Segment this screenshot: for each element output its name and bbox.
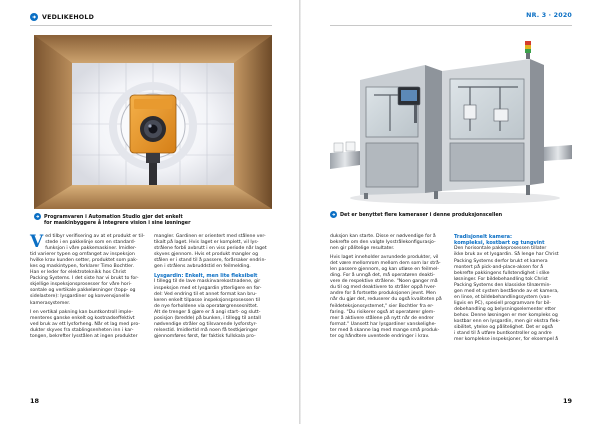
text-line: len passere gjennom, og kan utløse en feilmel-	[330, 267, 439, 273]
text-line: stålen er i stand til å passere, forårsaker endrin-	[154, 258, 267, 264]
text-line: I tillegg til de lave maskinvarekostnadene, gir	[154, 279, 261, 285]
text-line: det være mellomrom mellom dem som lar strå-	[330, 261, 441, 267]
text-line: funksjon i våre pakkemaskiner. Imidler-	[45, 246, 137, 252]
text-line: mer komplekse inspeksjoner, for eksempel å	[454, 337, 559, 343]
vision-camera-photo	[34, 35, 272, 209]
circle-arrow-icon	[330, 211, 337, 218]
text-line: montert på pick-and-place-aksen for å	[454, 264, 544, 270]
text-line: nødvendige stråler og tilsvarende lysforstyr-	[154, 321, 257, 327]
text-line: debehandling og belysningselementer etter	[454, 306, 556, 312]
text-line: menteres ganske enkelt og kostnadseffektivt	[30, 315, 135, 321]
text-line: duksjon kan starte. Disse er nødvendige for å	[330, 234, 436, 239]
text-line: mer å aktivere stålene på nytt når de endrer	[330, 315, 434, 321]
text-line: skjellige inspeksjonsprosesser for våre hori-	[30, 282, 132, 288]
text-line: når du gjør det, reduserer du også kvaliteten på	[330, 297, 442, 303]
text-line: faring. "Du risikerer også at operatører glem-	[330, 309, 436, 315]
photo-caption	[34, 213, 191, 227]
text-line: Packing Systems. I det siste har vi brukt to for-	[30, 276, 139, 282]
text-line: keren enkelt tilpasse inspeksjonsprosessen til	[154, 297, 260, 303]
text-line: mangler. Gardinen er orientert med stålene ver-	[154, 234, 266, 239]
text-line: Alt de trenger å gjøre er å angi start- og slutt-	[154, 309, 261, 315]
text-line: I en vertikal pakning kan buntkontroll imple-	[30, 309, 133, 315]
header-rule	[330, 25, 572, 26]
left-page	[0, 0, 299, 424]
text-line: format." Uansett har lysgardiner vanskelighe-	[330, 321, 437, 327]
text-line: andre for å fortsette produksjonen jevnt. Men	[330, 291, 436, 297]
text-line: Hvis laget inneholder avrundede produkter, vil	[330, 255, 439, 261]
text-line: tikalt på laget. Hvis laget er komplett, vil lys-	[154, 240, 259, 246]
text-line: kes og maskintypen, forklarer Timo Bochtler.	[30, 264, 134, 270]
text-line: Den horisontale pakkeprosessen tillater	[454, 246, 547, 252]
production-cell-photo	[330, 35, 572, 207]
text-line: kamerasystemer.	[30, 300, 71, 306]
text-line: ed tilbyr verifisering av at et produkt er til-	[45, 234, 145, 239]
article-column	[154, 234, 272, 340]
text-line: strålene forbli avbrutt i en viss periode når laget	[154, 246, 267, 252]
article-column	[30, 234, 146, 340]
text-line: sidelastere): lysgardiner og konvensjonelle	[30, 294, 130, 300]
text-line: bekrefte pakkingens fullstendighet i slike	[454, 270, 550, 276]
text-line: en linse, et bildebehandlingssystem (van-	[454, 294, 552, 300]
text-line: ikke bruk av et lysgardin. Så lenge har Christ	[454, 252, 559, 258]
drop-cap: V	[30, 232, 44, 252]
text-line: i stand til å utføre buntkontroller og andre	[454, 331, 552, 337]
text-line: Packing Systems derfor brukt et kamera	[454, 258, 548, 264]
text-line: gen med et system bestående av et kamera,	[454, 288, 559, 294]
text-line: hvilke krav kunden setter, produktet som pak-	[30, 258, 138, 264]
circle-arrow-icon	[34, 213, 41, 220]
article-column	[330, 234, 448, 340]
text-line: Han er leder for elektroteknikk hos Christ	[30, 270, 127, 276]
caption-line: Det er benyttet flere kameraser i denne produksjonscellen	[340, 212, 503, 218]
text-line: skyves gjennom. Hvis et produkt mangler og	[154, 252, 259, 258]
text-line: ved bruk av ett lysforheng. Når et lag med pro-	[30, 321, 140, 327]
text-line: dukter skyves fra stablingsenheten inn i kar-	[30, 327, 134, 333]
text-line: feildeteksjonssystemet," sier Bochtler fra er-	[330, 303, 434, 309]
text-line: del: Ved endring til et annet format kan bru-	[154, 291, 257, 297]
text-line: tid varierer typen og omfanget av inspeksjon	[30, 252, 135, 258]
text-line: sontale og vertikale pakkeløsninger (topp- og	[30, 288, 136, 294]
text-line: sibilitet, ytelse og pålitelighet. Det er også	[454, 325, 553, 331]
text-line: nen gir pålitelige resultater.	[330, 246, 395, 252]
text-line: du til og med deaktivere to stråler oppå hver-	[330, 285, 436, 291]
text-line: Packing Systems den klassiske tilnærmin-	[454, 282, 552, 288]
caption-line: for maskinbyggere å integrere vision i sine løsninger	[44, 219, 191, 226]
issue-label: NR. 3 · 2020	[526, 12, 572, 19]
page-number: 18	[30, 397, 40, 405]
text-line: ding. For å unngå det, må operatøren deakti-	[330, 273, 435, 279]
header-rule	[30, 25, 272, 26]
article-column	[454, 234, 572, 343]
text-line: tongen, bekrefter lysstålen at ingen produkter	[30, 333, 138, 339]
text-line: posisjon (bredde) på bunken, i tillegg til antall	[154, 315, 261, 321]
text-line: stede i en pakkelinje som en standard-	[45, 240, 136, 246]
section-header	[30, 12, 94, 22]
circle-arrow-icon	[30, 13, 38, 21]
section-subheading: Lysgardin: Enkelt, men lite fleksibelt	[154, 273, 258, 280]
page-number: 19	[562, 397, 572, 405]
text-line: gen i strålens avbruddstid en feilmelding.	[154, 264, 251, 270]
text-line: behov. Denne løsningen er mer kompleks og	[454, 312, 558, 318]
text-line: relsestid. Imidlertid må noen få testkjøringer	[154, 327, 258, 333]
text-line: gjennomføres først, før faktisk fullskala pro-	[154, 333, 256, 339]
section-subheading: kompleksi, kostbart og tungvint	[454, 240, 545, 247]
text-line: ligvis en PC), spesiell programvare for bil-	[454, 300, 551, 306]
text-line: løsninger. For bildebehandling tok Christ	[454, 276, 548, 282]
text-line: ter og håndtere uventede endringer i krav.	[330, 333, 430, 339]
section-subheading: Tradisjonelt kamera:	[454, 234, 513, 240]
text-line: vere de respektive strålene. "Noen ganger må	[330, 279, 438, 285]
photo-caption	[330, 211, 502, 219]
section-title: VEDLIKEHOLD	[42, 13, 95, 21]
text-line: bekrefte om den valgte lysstrålekonfigurasjo-	[330, 240, 436, 246]
text-line: ter med å skanne lag med mange små produk-	[330, 327, 440, 333]
text-line: inspeksjon med et lysgardin ytterligere en for-	[154, 285, 262, 291]
right-page	[301, 0, 600, 424]
text-line: de nye forholdene via operatørgrensesnittet.	[154, 303, 259, 309]
caption-line: Programvaren i Automation Studio gjør det enkelt	[44, 214, 183, 220]
text-line: kostbar enn en lysgardin, men gir ekstra flek-	[454, 318, 561, 324]
